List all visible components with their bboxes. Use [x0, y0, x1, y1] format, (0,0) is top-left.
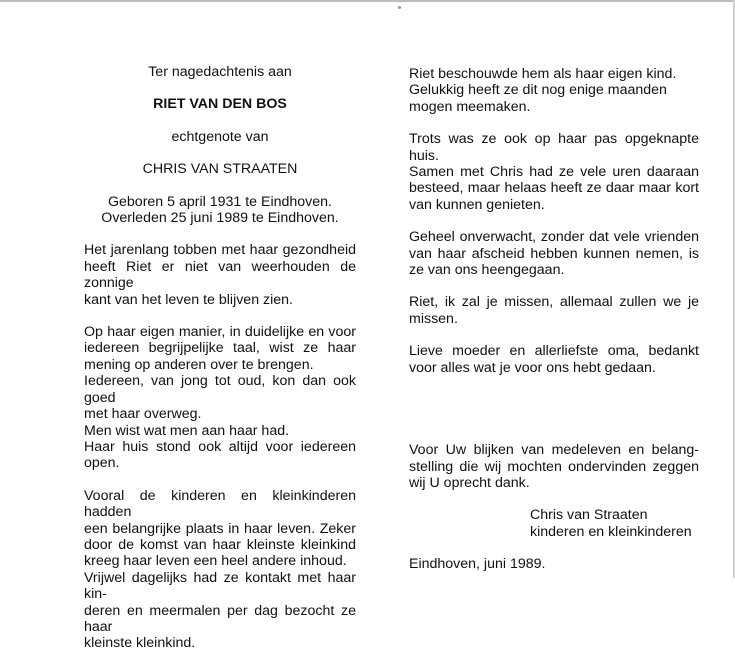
text-line: ze van ons heengegaan. [409, 262, 565, 279]
signature-block [409, 507, 699, 540]
text-line: Riet, ik zal je missen, allemaal zullen we je [409, 294, 699, 311]
text-line: Vooral de kinderen en kleinkinderen hadden [84, 487, 356, 521]
signer-name: Chris van Straaten [530, 507, 648, 524]
text-line: Voor Uw blijken van medeleven en belang- [409, 442, 699, 459]
text-line: stelling die wij mochten ondervinden zeggen [409, 458, 699, 475]
paragraph-thankyou-mother [409, 343, 699, 376]
text-line: van kunnen genieten. [409, 196, 545, 213]
text-line: Iedereen, van jong tot oud, kon dan ook goed [84, 373, 356, 406]
paragraph-miss [409, 294, 699, 327]
text-line: Riet beschouwde hem als haar eigen kind. [409, 66, 677, 82]
text-line: wij U oprecht dank. [409, 474, 530, 491]
text-line: van haar afscheid hebben kunnen nemen, is [409, 245, 699, 262]
top-border [0, 0, 735, 2]
text-line: Vrijwel dagelijks had ze kontakt met haar kin- [84, 569, 356, 603]
text-line: missen. [409, 310, 458, 327]
text-line: kant van het leven te blijven zien. [84, 291, 294, 308]
text-line: Op haar eigen manier, in duidelijke en voor [84, 324, 356, 341]
text-line: deren en meermalen per dag bezocht ze haar [84, 602, 356, 635]
right-column [409, 66, 699, 573]
left-column [84, 64, 356, 652]
text-line: iedereen begrijpelijke taal, wist ze haar [84, 340, 356, 357]
paragraph-health [84, 242, 356, 308]
text-line: voor alles wat je voor ons hebt gedaan. [409, 359, 656, 376]
text-line: Trots was ze ook op haar pas opgeknapte [409, 131, 699, 148]
paragraph-thanks [409, 442, 699, 491]
paragraph-grandchild [409, 66, 699, 115]
paragraph-house [409, 131, 699, 213]
text-line: besteed, maar helaas heeft ze daar maar kort [409, 180, 699, 197]
text-line: kreeg haar leven een heel andere inhoud. [84, 553, 347, 570]
text-line: open. [84, 455, 120, 472]
spouse-of-label: echtgenote van [171, 128, 269, 145]
birth-line: Geboren 5 april 1931 te Eindhoven. [107, 193, 332, 210]
memory-heading: Ter nagedachtenis aan [148, 64, 292, 80]
text-line: Lieve moeder en allerliefste oma, bedankt [409, 343, 699, 360]
text-line: kleinste kleinkind. [84, 635, 196, 652]
paragraph-family [84, 488, 356, 652]
text-line: mening op anderen over te brengen. [84, 356, 314, 373]
paragraph-character [84, 324, 356, 472]
text-line: met haar overweg. [84, 406, 202, 423]
text-line: huis. [409, 147, 439, 164]
text-line: Samen met Chris had ze vele uren daaraan [409, 164, 699, 181]
death-line: Overleden 25 juni 1989 te Eindhoven. [101, 210, 339, 227]
text-line: Men wist wat men aan haar had. [84, 422, 290, 439]
text-line: Haar huis stond ook altijd voor iedereen [84, 438, 356, 455]
text-line: een belangrijke plaats in haar leven. Zeker [84, 520, 356, 537]
deceased-name: RIET VAN DEN BOS [153, 96, 287, 113]
text-line: heeft Riet er niet van weerhouden de zonnige [84, 258, 356, 292]
signer-family: kinderen en kleinkinderen [530, 523, 692, 540]
text-line: Geheel onverwacht, zonder dat vele vrienden [409, 229, 699, 246]
place-date: Eindhoven, juni 1989. [409, 556, 546, 573]
text-line: door de komst van haar kleinste kleinkind [84, 536, 356, 553]
spouse-name: CHRIS VAN STRAATEN [142, 161, 298, 178]
text-line: Het jarenlang tobben met haar gezondheid [84, 242, 356, 259]
paragraph-sudden [409, 229, 699, 278]
text-line: Gelukkig heeft ze dit nog enige maanden [409, 82, 667, 99]
text-line: mogen meemaken. [409, 98, 531, 115]
fold-mark [398, 6, 401, 9]
